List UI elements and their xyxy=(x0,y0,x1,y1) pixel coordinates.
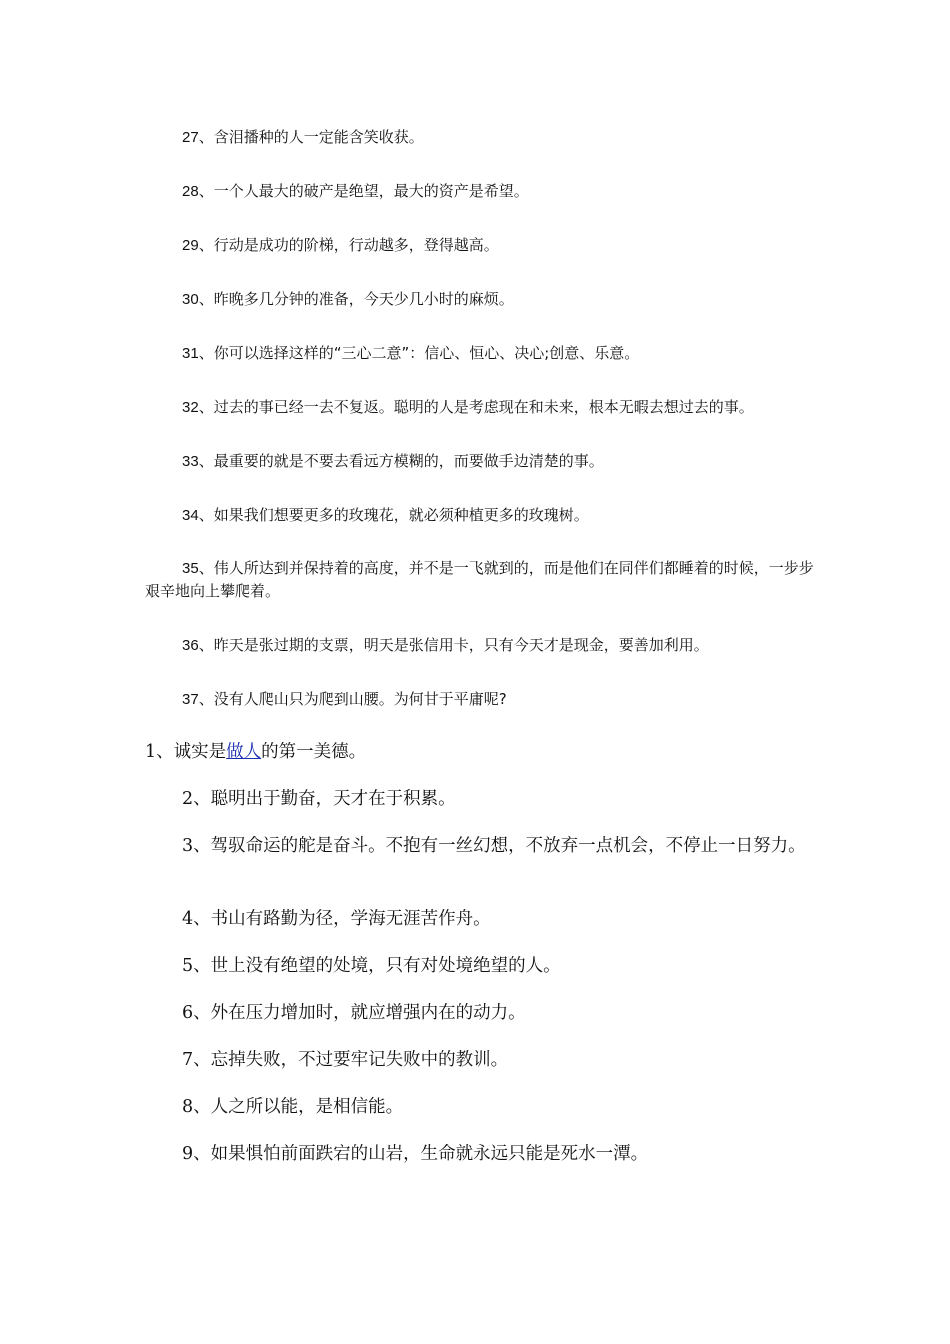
quote-4: 4、书山有路勤为径，学海无涯苦作舟。 xyxy=(182,909,491,929)
quote-30: 30、昨晚多几分钟的准备，今天少几小时的麻烦。 xyxy=(182,290,514,308)
quote-2: 2、聪明出于勤奋，天才在于积累。 xyxy=(182,789,456,809)
quote-27: 27、含泪播种的人一定能含笑收获。 xyxy=(182,128,424,146)
quote-6: 6、外在压力增加时，就应增强内在的动力。 xyxy=(182,1003,526,1023)
quote-7: 7、忘掉失败，不过要牢记失败中的教训。 xyxy=(182,1050,509,1070)
quote-1: 1、诚实是做人的第一美德。 xyxy=(145,742,367,762)
quote-5: 5、世上没有绝望的处境，只有对处境绝望的人。 xyxy=(182,956,561,976)
quote-28: 28、一个人最大的破产是绝望，最大的资产是希望。 xyxy=(182,182,529,200)
quote-32: 32、过去的事已经一去不复返。聪明的人是考虑现在和未来，根本无暇去想过去的事。 xyxy=(182,398,754,416)
quote-29: 29、行动是成功的阶梯，行动越多，登得越高。 xyxy=(182,236,499,254)
quote-31: 31、你可以选择这样的“三心二意”：信心、恒心、决心;创意、乐意。 xyxy=(182,344,640,362)
quote-3: 3、驾驭命运的舵是奋斗。不抱有一丝幻想，不放弃一点机会，不停止一日努力。 xyxy=(182,836,806,856)
quote-36: 36、昨天是张过期的支票，明天是张信用卡，只有今天才是现金，要善加利用。 xyxy=(182,636,709,654)
zuoren-link[interactable]: 做人 xyxy=(226,742,262,762)
quote-9: 9、如果惧怕前面跌宕的山岩，生命就永远只能是死水一潭。 xyxy=(182,1144,649,1164)
quote-34: 34、如果我们想要更多的玫瑰花，就必须种植更多的玫瑰树。 xyxy=(182,506,589,524)
quote-35: 35、伟人所达到并保持着的高度，并不是一飞就到的，而是他们在同伴们都睡着的时候，一步步艰辛地向上攀爬着。 xyxy=(145,559,814,600)
quote-37: 37、没有人爬山只为爬到山腰。为何甘于平庸呢? xyxy=(182,690,507,708)
quote-33: 33、最重要的就是不要去看远方模糊的，而要做手边清楚的事。 xyxy=(182,452,604,470)
quote-8: 8、人之所以能，是相信能。 xyxy=(182,1097,404,1117)
